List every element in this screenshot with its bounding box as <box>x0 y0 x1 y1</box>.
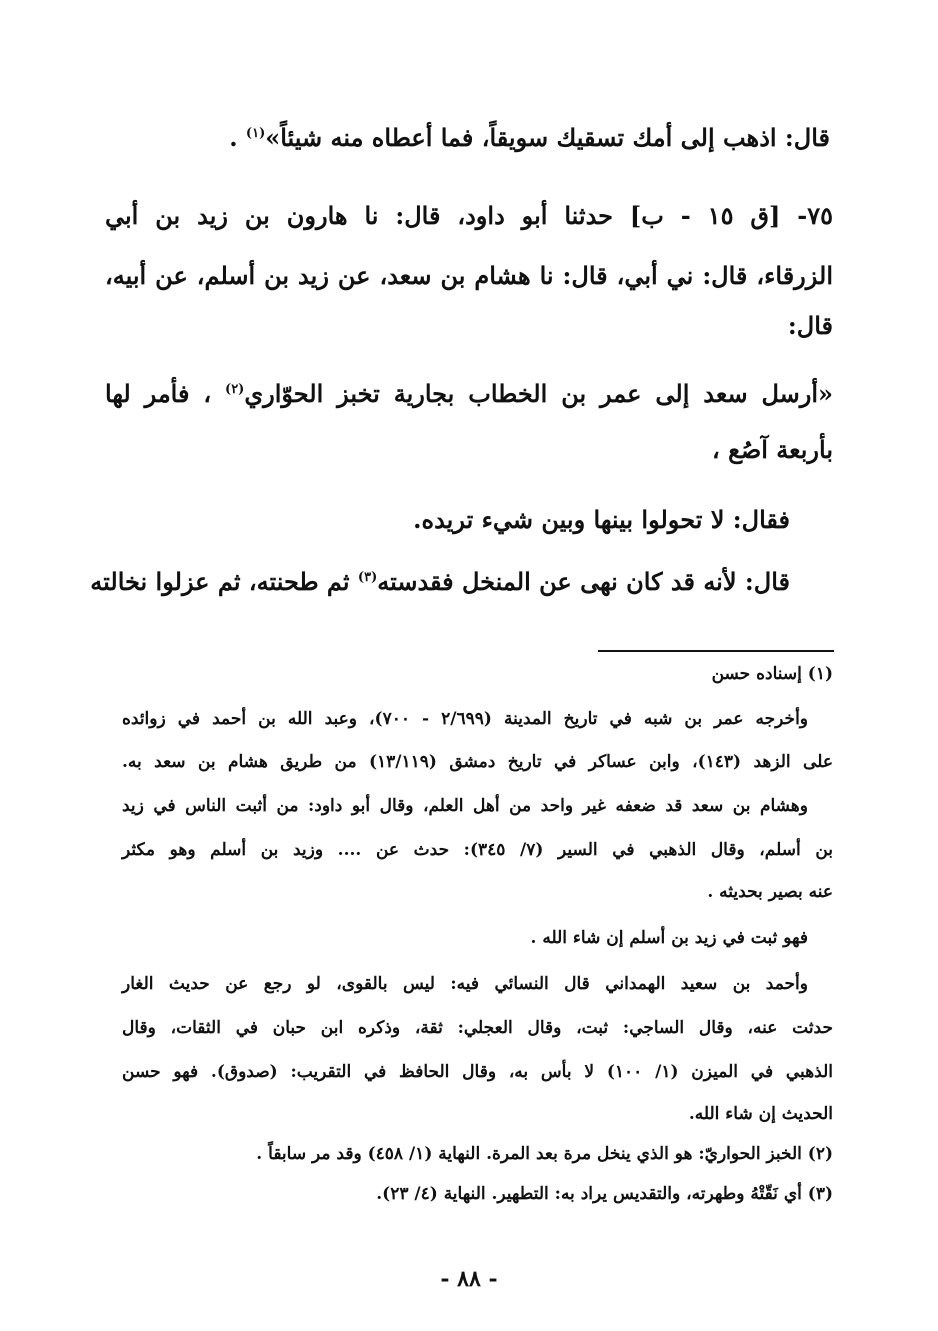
footnote-1-line-10: الحديث إن شاء الله. <box>688 1104 833 1124</box>
footnote-1-line-3: وهشام بن سعد قد ضعفه غير واحد من أهل العلم، وقال أبو داود: من أثبت الناس في زيد <box>122 796 808 816</box>
footnote-1-heading: (١) إسناده حسن <box>711 664 833 684</box>
footnote-1-line-4: بن أسلم، وقال الذهبي في السير (٧/ ٣٤٥): حدث عن .... وزيد بن أسلم وهو مكثر <box>122 840 833 860</box>
footnote-1-line-8: حدثت عنه، وقال الساجي: ثبت، وقال العجلي: ثقة، وذكره ابن حبان في الثقات، وقال <box>122 1018 833 1038</box>
footnote-3: (٣) أي نَقّتْهُ وطهرته، والتقديس يراد به: التطهير. النهاية (٤/ ٢٣). <box>376 1184 833 1204</box>
footnote-1-line-7: وأحمد بن سعيد الهمداني قال النسائي فيه: ليس بالقوى، لو رجع عن حديث الغار <box>122 974 808 994</box>
footnote-1-line-1: وأخرجه عمر بن شبه في تاريخ المدينة (٢/٦٩٩ - ٧٠٠)، وعبد الله بن أحمد في زوائده <box>122 709 808 729</box>
main-text: . <box>229 123 246 152</box>
main-line-3: الزرقاء، قال: ني أبي، قال: نا هشام بن سعد، عن زيد بن أسلم، عن أبيه، <box>105 261 833 290</box>
main-text: قال: لأنه قد كان نهى عن المنخل فقدسته <box>377 567 790 596</box>
footnote-1-line-5: عنه بصير بحديثه . <box>707 882 833 902</box>
footnote-2: (٢) الخبز الحواريّ: هو الذي ينخل مرة بعد المرة. النهاية (١/ ٤٥٨) وقد مر سابقاً . <box>256 1144 833 1164</box>
main-line-8 <box>90 562 790 602</box>
main-text: ثم طحنته، ثم عزلوا نخالته <box>90 567 358 596</box>
main-text: قال: اذهب إلى أمك تسقيك سويقاً، فما أعطاه منه شيئاً» <box>265 123 830 152</box>
footnote-1-line-6: فهو ثبت في زيد بن أسلم إن شاء الله . <box>530 928 808 948</box>
page-number: - ٨٨ - <box>440 1266 498 1292</box>
main-text: ، فأمر لها <box>105 379 226 408</box>
footnote-1-line-2: على الزهد (١٤٣)، وابن عساكر في تاريخ دمشق (١٣/١١٩) من طريق هشام بن سعد به. <box>122 752 834 772</box>
main-line-5 <box>105 374 833 414</box>
main-line-6: بأربعة آصُع ، <box>712 435 833 464</box>
main-line-7: فقال: لا تحولوا بينها وبين شيء تريده. <box>413 505 790 534</box>
footnote-1-line-9: الذهبي في الميزن (١/ ١٠٠) لا بأس به، وقال الحافظ في التقريب: (صدوق). فهو حسن <box>122 1062 833 1082</box>
main-line-1 <box>229 118 830 158</box>
main-text: «أرسل سعد إلى عمر بن الخطاب بجارية تخبز الحوّاري <box>244 379 833 408</box>
footnote-ref-3: (٣) <box>357 570 378 585</box>
main-line-2: ٧٥- [ق ١٥ - ب] حدثنا أبو داود، قال: نا هارون بن زيد بن أبي <box>105 201 834 230</box>
footnote-ref-2: (٢) <box>225 382 245 397</box>
footnote-ref-1: (١) <box>245 126 266 141</box>
main-line-4: قال: <box>787 311 833 340</box>
footnote-separator <box>598 650 834 652</box>
